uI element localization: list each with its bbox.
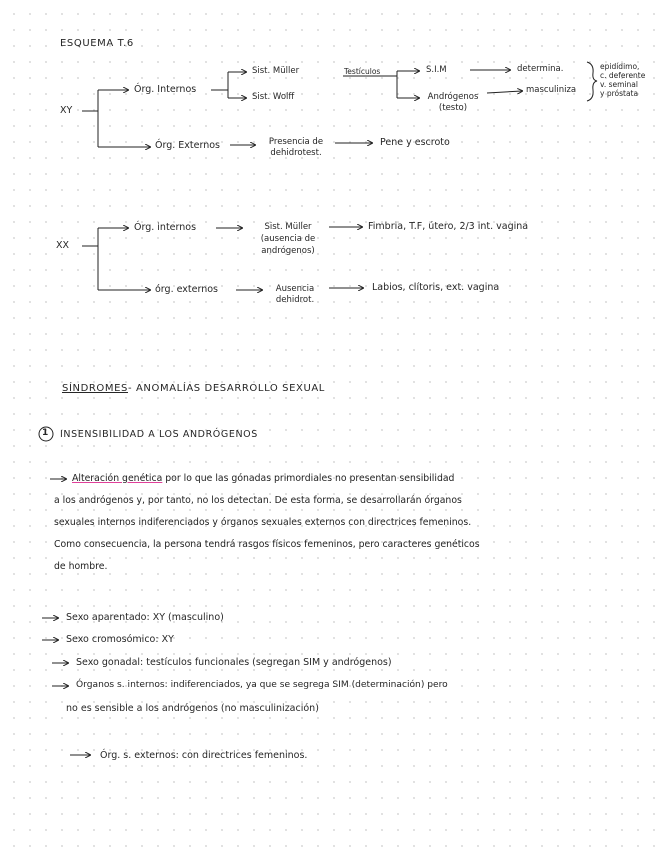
xx-ausencia: Ausencia dehidrot. <box>275 284 315 305</box>
xy-androgenos: Andrógenos (testo) <box>427 92 479 113</box>
xx-label: XX <box>56 240 70 251</box>
paragraph-line-3: sexuales internos indiferenciados y órganos sexuales externos con directrices femeninos. <box>54 517 472 528</box>
bullet-2: Sexo cromosómico: XY <box>66 634 174 645</box>
paragraph: Alteración genética por lo que las gónadas primordiales no presentan sensibilidad a los andrógenos y, por tanto, no los detectan. De esta forma, se desarrollarán órganos sexuales internos indiferenciados y órganos sexuales externos con directrices femeninos. Como consecuencia, la persona tendrá rasgos físicos femeninos, pero caracteres genéticos de hombre. <box>54 468 650 578</box>
paragraph-line-2: a los andrógenos y, por tanto, no los detectan. De esta forma, se desarrollarán órganos <box>54 495 462 506</box>
section-title: SÍNDROMES <box>62 383 128 394</box>
xy-muller: Sist. Müller <box>252 66 300 76</box>
bullet-4: Órganos s. internos: indiferenciados, ya que se segrega SIM (determinación) pero <box>76 680 448 690</box>
xy-sim: S.I.M <box>426 65 447 75</box>
item-number: 1 <box>42 428 49 438</box>
bullet-5: Órg. s. externos: con directrices femeninos. <box>100 750 308 761</box>
paragraph-line-4: Como consecuencia, la persona tendrá rasgos físicos femeninos, pero caracteres genéticos <box>54 539 480 550</box>
page-title: ESQUEMA T.6 <box>60 38 134 49</box>
bullet-4-continued: no es sensible a los andrógenos (no masculinización) <box>66 703 319 714</box>
item-title: INSENSIBILIDAD A LOS ANDRÓGENOS <box>60 429 258 440</box>
xy-label: XY <box>60 105 73 116</box>
xy-presencia: Presencia de dehidrotest. <box>268 137 324 158</box>
xy-determina: determina. <box>517 64 564 74</box>
xx-internos: Órg. internos <box>134 222 197 233</box>
xy-masculiniza: masculiniza <box>526 85 577 95</box>
section-subtitle: - ANOMALÍAS DESARROLLO SEXUAL <box>128 383 325 394</box>
paragraph-highlight: Alteración genética <box>72 473 163 484</box>
bullet-1: Sexo aparentado: XY (masculino) <box>66 612 224 623</box>
xx-externos: órg. externos <box>155 284 219 295</box>
xx-muller: Sist. Müller (ausencia de andrógenos) <box>260 222 316 256</box>
xy-testiculos: Testículos <box>344 67 381 76</box>
xy-pene: Pene y escroto <box>380 137 450 148</box>
xy-externos: Órg. Externos <box>155 140 221 151</box>
paragraph-line-5: de hombre. <box>54 561 108 572</box>
xy-internos: Órg. Internos <box>134 84 197 95</box>
xx-labios: Labios, clítoris, ext. vagina <box>372 282 500 293</box>
bullet-3: Sexo gonadal: testículos funcionales (segregan SIM y andrógenos) <box>76 657 392 668</box>
xy-wolff: Sist. Wolff <box>252 92 295 102</box>
section-heading <box>62 383 325 394</box>
xy-result: epidídimo, c. deferente v. seminal y próstata <box>600 62 646 98</box>
xx-fimbria: Fimbria, T.F, útero, 2/3 int. vagina <box>368 221 529 232</box>
